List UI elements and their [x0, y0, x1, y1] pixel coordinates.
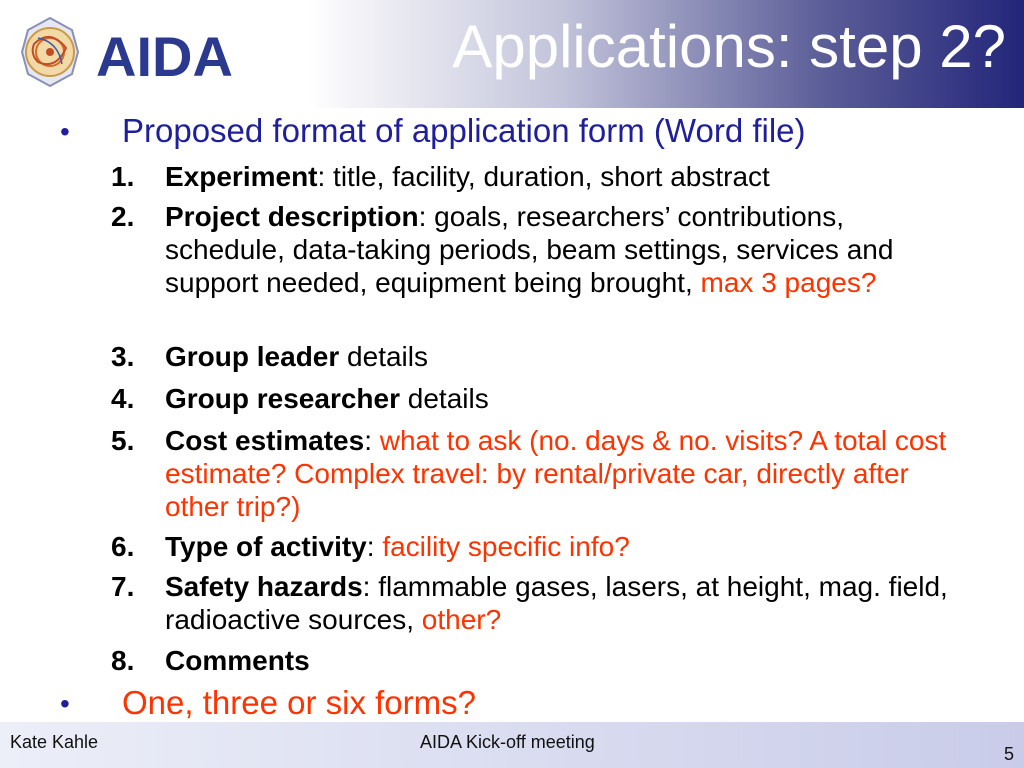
item-number: 1.: [111, 161, 135, 192]
item-number: 5.: [111, 425, 135, 456]
item-number: 7.: [111, 571, 135, 602]
item-text: [165, 160, 965, 193]
aida-logo: [8, 8, 270, 96]
item-highlight: what to ask (no. days & no. visits? A total cost estimate? Complex travel: by rental/private car, directly after other trip?): [165, 425, 947, 522]
bullet-text: Proposed format of application form (Word file): [122, 112, 806, 149]
item-number: 2.: [111, 201, 135, 232]
aida-logo-emblem: [22, 18, 78, 86]
footer-author: Kate Kahle: [10, 732, 99, 752]
item-highlight: max 3 pages?: [700, 267, 877, 298]
bullet-marker: •: [60, 116, 70, 147]
item-detail: :: [366, 531, 383, 562]
slide-title: Applications: step 2?: [452, 13, 1006, 80]
item-highlight: other?: [421, 604, 502, 635]
item-text: [165, 382, 965, 415]
item-detail: : flammable gases, lasers, at height, mag. field, radioactive sources,: [165, 571, 948, 635]
item-detail: details: [339, 341, 428, 372]
item-highlight: facility specific info?: [382, 531, 630, 562]
title-bar: [0, 0, 1024, 108]
item-label: Type of activity: [165, 531, 367, 562]
item-text: [165, 644, 965, 677]
bullet-marker: •: [60, 688, 70, 719]
item-number: 4.: [111, 383, 135, 414]
item-label: Experiment: [165, 161, 318, 192]
item-detail: : goals, researchers’ contributions, schedule, data-taking periods, beam settings, services and support needed, equipment being brought,: [165, 201, 894, 298]
item-text: [165, 530, 965, 563]
item-label: Group researcher: [165, 383, 400, 414]
item-label: Project description: [165, 201, 419, 232]
item-label: Comments: [165, 645, 310, 676]
item-number: 8.: [111, 645, 135, 676]
item-label: Safety hazards: [165, 571, 363, 602]
item-label: Cost estimates: [165, 425, 365, 456]
item-number: 6.: [111, 531, 135, 562]
item-detail: details: [400, 383, 489, 414]
item-text: [165, 340, 965, 373]
item-text: [165, 570, 965, 636]
item-detail: :: [364, 425, 380, 456]
page-number: 5: [1003, 744, 1014, 764]
item-label: Group leader: [165, 341, 340, 372]
item-number: 3.: [111, 341, 135, 372]
aida-logo-text: AIDA: [96, 25, 233, 88]
item-text: [165, 200, 955, 299]
item-detail: : title, facility, duration, short abstract: [317, 161, 770, 192]
bullet-text: One, three or six forms?: [122, 684, 476, 721]
footer-event: AIDA Kick-off meeting: [420, 732, 595, 752]
item-text: [165, 424, 955, 523]
slide-footer: [0, 722, 1024, 768]
